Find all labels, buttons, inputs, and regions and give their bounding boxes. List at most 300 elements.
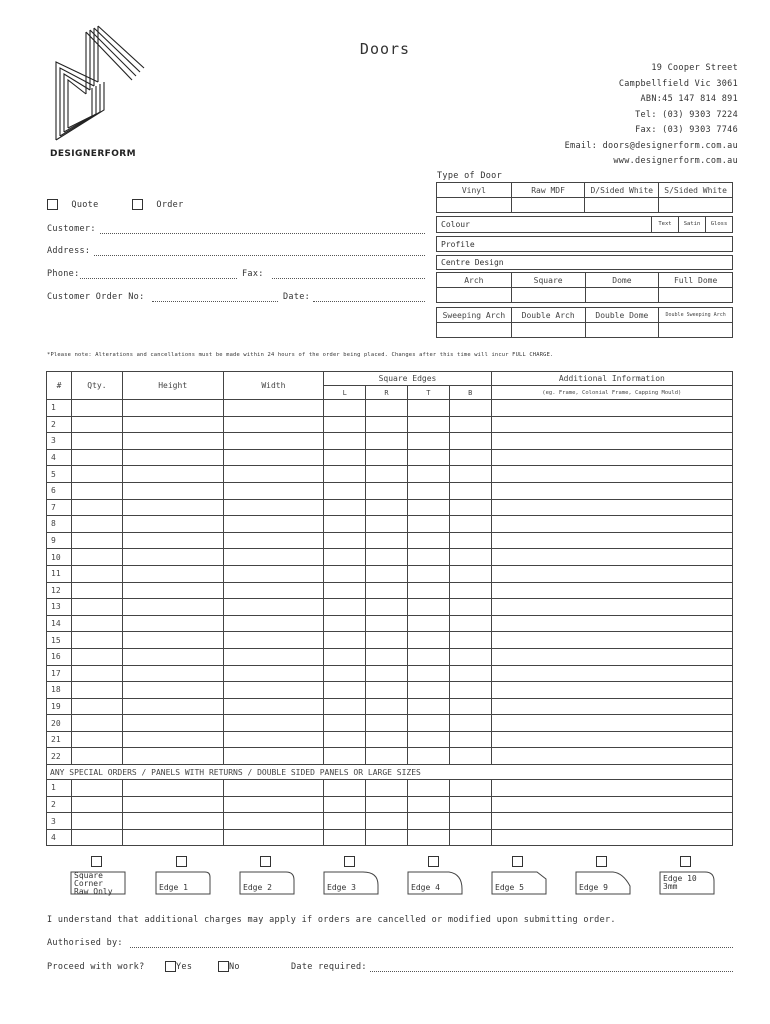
- table-row: [47, 532, 733, 549]
- door-type-d-sided-white[interactable]: D/Sided White: [585, 183, 659, 198]
- qty-cell[interactable]: [71, 780, 122, 797]
- edge-r-cell[interactable]: [366, 565, 408, 582]
- edge-checkbox[interactable]: [344, 856, 355, 867]
- edge-r-cell[interactable]: [366, 615, 408, 632]
- edge-l-cell[interactable]: [324, 632, 366, 649]
- height-cell[interactable]: [122, 682, 223, 699]
- row-number: 5: [47, 466, 72, 483]
- height-cell[interactable]: [122, 648, 223, 665]
- additional-info-cell[interactable]: [491, 599, 732, 616]
- design-cell[interactable]: [585, 288, 659, 303]
- design-cell[interactable]: [437, 323, 512, 338]
- edge-checkbox[interactable]: [512, 856, 523, 867]
- edge-l-cell[interactable]: [324, 813, 366, 830]
- quote-checkbox[interactable]: [47, 199, 58, 210]
- qty-cell[interactable]: [71, 400, 122, 417]
- edge-t-cell[interactable]: [407, 682, 449, 699]
- qty-cell[interactable]: [71, 698, 122, 715]
- width-cell[interactable]: [223, 466, 324, 483]
- col-qty-header: Qty.: [71, 372, 122, 400]
- qty-cell[interactable]: [71, 682, 122, 699]
- edge-t-cell[interactable]: [407, 582, 449, 599]
- height-cell[interactable]: [122, 796, 223, 813]
- order-checkbox[interactable]: [132, 199, 143, 210]
- height-cell[interactable]: [122, 599, 223, 616]
- height-cell[interactable]: [122, 482, 223, 499]
- fax-label: Fax:: [242, 269, 264, 279]
- width-cell[interactable]: [223, 796, 324, 813]
- edge-l-cell[interactable]: [324, 499, 366, 516]
- profile-field[interactable]: [436, 236, 733, 252]
- row-number: 13: [47, 599, 72, 616]
- design-cell[interactable]: [585, 323, 659, 338]
- proceed-yes-option[interactable]: [165, 961, 192, 972]
- height-cell[interactable]: [122, 780, 223, 797]
- qty-cell[interactable]: [71, 632, 122, 649]
- row-number: 4: [47, 449, 72, 466]
- finish-gloss[interactable]: Gloss: [705, 217, 732, 232]
- edge-t-cell[interactable]: [407, 780, 449, 797]
- edge-r-cell[interactable]: [366, 400, 408, 417]
- table-row: [47, 731, 733, 748]
- edge-t-cell[interactable]: [407, 549, 449, 566]
- width-cell[interactable]: [223, 632, 324, 649]
- width-cell[interactable]: [223, 516, 324, 533]
- door-type-vinyl[interactable]: Vinyl: [437, 183, 512, 198]
- row-number: 20: [47, 715, 72, 732]
- order-option[interactable]: [132, 199, 184, 210]
- qty-cell[interactable]: [71, 715, 122, 732]
- edge-l-cell[interactable]: [324, 829, 366, 846]
- additional-info-cell[interactable]: [491, 748, 732, 765]
- edge-l-cell[interactable]: [324, 731, 366, 748]
- additional-info-cell[interactable]: [491, 780, 732, 797]
- edge-b-cell[interactable]: [449, 499, 491, 516]
- width-cell[interactable]: [223, 449, 324, 466]
- height-cell[interactable]: [122, 516, 223, 533]
- address-street: 19 Cooper Street: [651, 63, 738, 73]
- door-type-cell[interactable]: [659, 198, 733, 213]
- edge-t-cell[interactable]: [407, 648, 449, 665]
- edge-r-cell[interactable]: [366, 748, 408, 765]
- quote-option[interactable]: [47, 199, 99, 210]
- edge-b-cell[interactable]: [449, 582, 491, 599]
- edge-r-cell[interactable]: [366, 416, 408, 433]
- additional-info-cell[interactable]: [491, 532, 732, 549]
- height-cell[interactable]: [122, 433, 223, 450]
- edge-t-cell[interactable]: [407, 796, 449, 813]
- design-arch[interactable]: Arch: [437, 273, 512, 288]
- qty-cell[interactable]: [71, 449, 122, 466]
- edge-r-cell[interactable]: [366, 549, 408, 566]
- edge-b-cell[interactable]: [449, 449, 491, 466]
- height-cell[interactable]: [122, 532, 223, 549]
- edge-l-cell[interactable]: [324, 516, 366, 533]
- no-label: No: [229, 962, 240, 972]
- width-cell[interactable]: [223, 565, 324, 582]
- edge-r-cell[interactable]: [366, 482, 408, 499]
- height-cell[interactable]: [122, 813, 223, 830]
- additional-info-cell[interactable]: [491, 416, 732, 433]
- height-cell[interactable]: [122, 449, 223, 466]
- qty-cell[interactable]: [71, 433, 122, 450]
- edge-b-cell[interactable]: [449, 682, 491, 699]
- edge-r-cell[interactable]: [366, 698, 408, 715]
- qty-cell[interactable]: [71, 813, 122, 830]
- table-row: [47, 665, 733, 682]
- width-cell[interactable]: [223, 599, 324, 616]
- yes-checkbox[interactable]: [165, 961, 176, 972]
- edge-r-cell[interactable]: [366, 796, 408, 813]
- height-cell[interactable]: [122, 731, 223, 748]
- edge-b-cell[interactable]: [449, 648, 491, 665]
- edge-checkbox[interactable]: [260, 856, 271, 867]
- additional-info-cell[interactable]: [491, 731, 732, 748]
- authorised-by-field[interactable]: [130, 947, 733, 948]
- row-number: 3: [47, 433, 72, 450]
- width-cell[interactable]: [223, 582, 324, 599]
- edge-b-cell[interactable]: [449, 516, 491, 533]
- edge-t-cell[interactable]: [407, 565, 449, 582]
- edge-r-cell[interactable]: [366, 813, 408, 830]
- edge-b-cell[interactable]: [449, 433, 491, 450]
- edge-b-cell[interactable]: [449, 400, 491, 417]
- edge-t-cell[interactable]: [407, 466, 449, 483]
- edge-l-cell[interactable]: [324, 482, 366, 499]
- table-row: [47, 813, 733, 830]
- edge-checkbox[interactable]: [596, 856, 607, 867]
- door-type-cell[interactable]: [585, 198, 659, 213]
- additional-info-cell[interactable]: [491, 466, 732, 483]
- edge-l-cell[interactable]: [324, 466, 366, 483]
- design-sweeping-arch[interactable]: Sweeping Arch: [437, 308, 512, 323]
- door-type-cell[interactable]: [437, 198, 512, 213]
- design-double-arch[interactable]: Double Arch: [511, 308, 585, 323]
- width-cell[interactable]: [223, 715, 324, 732]
- edge-l-cell[interactable]: [324, 648, 366, 665]
- additional-info-cell[interactable]: [491, 482, 732, 499]
- edge-t-cell[interactable]: [407, 698, 449, 715]
- additional-info-cell[interactable]: [491, 549, 732, 566]
- edge-checkbox[interactable]: [680, 856, 691, 867]
- table-row: [47, 715, 733, 732]
- edge-l-cell[interactable]: [324, 780, 366, 797]
- row-number: 2: [47, 416, 72, 433]
- edge-l-cell[interactable]: [324, 665, 366, 682]
- width-cell[interactable]: [223, 648, 324, 665]
- width-cell[interactable]: [223, 813, 324, 830]
- width-cell[interactable]: [223, 829, 324, 846]
- additional-info-cell[interactable]: [491, 665, 732, 682]
- edge-b-cell[interactable]: [449, 565, 491, 582]
- edge-l-cell[interactable]: [324, 615, 366, 632]
- fax-field[interactable]: [272, 278, 425, 279]
- table-row: [47, 516, 733, 533]
- edge-b-cell[interactable]: [449, 780, 491, 797]
- edge-label: Edge 2: [243, 883, 272, 892]
- qty-cell[interactable]: [71, 648, 122, 665]
- width-cell[interactable]: [223, 615, 324, 632]
- qty-cell[interactable]: [71, 796, 122, 813]
- height-cell[interactable]: [122, 698, 223, 715]
- qty-cell[interactable]: [71, 665, 122, 682]
- width-cell[interactable]: [223, 499, 324, 516]
- height-cell[interactable]: [122, 829, 223, 846]
- width-cell[interactable]: [223, 532, 324, 549]
- edge-b-cell[interactable]: [449, 748, 491, 765]
- additional-info-cell[interactable]: [491, 796, 732, 813]
- qty-cell[interactable]: [71, 516, 122, 533]
- proceed-no-option[interactable]: [218, 961, 240, 972]
- no-checkbox[interactable]: [218, 961, 229, 972]
- height-cell[interactable]: [122, 400, 223, 417]
- height-cell[interactable]: [122, 748, 223, 765]
- edge-l-cell[interactable]: [324, 715, 366, 732]
- edge-r-cell[interactable]: [366, 780, 408, 797]
- edge-l-cell[interactable]: [324, 582, 366, 599]
- edge-r-cell[interactable]: [366, 682, 408, 699]
- centre-design-label: Centre Design: [441, 258, 504, 267]
- edge-b-cell[interactable]: [449, 615, 491, 632]
- qty-cell[interactable]: [71, 748, 122, 765]
- edge-label: Edge 10 3mm: [663, 874, 697, 891]
- edge-b-cell[interactable]: [449, 482, 491, 499]
- edge-t-cell[interactable]: [407, 599, 449, 616]
- edge-r-cell[interactable]: [366, 499, 408, 516]
- height-cell[interactable]: [122, 715, 223, 732]
- qty-cell[interactable]: [71, 549, 122, 566]
- table-row: [47, 682, 733, 699]
- edge-t-cell[interactable]: [407, 416, 449, 433]
- qty-cell[interactable]: [71, 829, 122, 846]
- edge-t-cell[interactable]: [407, 532, 449, 549]
- additional-info-cell[interactable]: [491, 449, 732, 466]
- design-dome[interactable]: Dome: [585, 273, 659, 288]
- design-cell[interactable]: [659, 323, 733, 338]
- edge-b-cell[interactable]: [449, 466, 491, 483]
- edge-t-cell[interactable]: [407, 632, 449, 649]
- edge-b-cell[interactable]: [449, 715, 491, 732]
- colour-field[interactable]: [436, 216, 733, 233]
- edge-b-cell[interactable]: [449, 549, 491, 566]
- design-double-sweeping-arch[interactable]: Double Sweeping Arch: [659, 308, 733, 323]
- edge-l-cell[interactable]: [324, 599, 366, 616]
- additional-info-cell[interactable]: [491, 565, 732, 582]
- edge-t-cell[interactable]: [407, 731, 449, 748]
- edge-l-cell[interactable]: [324, 449, 366, 466]
- height-cell[interactable]: [122, 549, 223, 566]
- address-email: Email: doors@designerform.com.au: [564, 140, 738, 151]
- height-cell[interactable]: [122, 416, 223, 433]
- edge-r-cell[interactable]: [366, 731, 408, 748]
- width-cell[interactable]: [223, 433, 324, 450]
- edge-b-cell[interactable]: [449, 796, 491, 813]
- address-abn: ABN:45 147 814 891: [640, 94, 738, 104]
- finish-text[interactable]: Text: [651, 217, 678, 232]
- edge-checkbox[interactable]: [428, 856, 439, 867]
- special-order-rows: [47, 780, 733, 846]
- edge-l-cell[interactable]: [324, 433, 366, 450]
- height-cell[interactable]: [122, 632, 223, 649]
- door-type-s-sided-white[interactable]: S/Sided White: [659, 183, 733, 198]
- additional-info-cell[interactable]: [491, 715, 732, 732]
- design-cell[interactable]: [659, 288, 733, 303]
- height-cell[interactable]: [122, 565, 223, 582]
- qty-cell[interactable]: [71, 565, 122, 582]
- order-rows: [47, 400, 733, 765]
- edge-r-cell[interactable]: [366, 532, 408, 549]
- design-square[interactable]: Square: [511, 273, 585, 288]
- qty-cell[interactable]: [71, 466, 122, 483]
- additional-info-cell[interactable]: [491, 582, 732, 599]
- additional-info-cell[interactable]: [491, 433, 732, 450]
- edge-t-cell[interactable]: [407, 615, 449, 632]
- edge-b-cell[interactable]: [449, 632, 491, 649]
- edge-b-cell[interactable]: [449, 599, 491, 616]
- edge-l-cell[interactable]: [324, 400, 366, 417]
- width-cell[interactable]: [223, 416, 324, 433]
- additional-info-cell[interactable]: [491, 698, 732, 715]
- table-row: [47, 466, 733, 483]
- edge-b-cell[interactable]: [449, 665, 491, 682]
- edge-checkbox[interactable]: [176, 856, 187, 867]
- width-cell[interactable]: [223, 682, 324, 699]
- finish-satin[interactable]: Satin: [678, 217, 705, 232]
- qty-cell[interactable]: [71, 532, 122, 549]
- height-cell[interactable]: [122, 582, 223, 599]
- additional-info-cell[interactable]: [491, 813, 732, 830]
- edge-t-cell[interactable]: [407, 813, 449, 830]
- height-cell[interactable]: [122, 466, 223, 483]
- edge-t-cell[interactable]: [407, 665, 449, 682]
- additional-info-cell[interactable]: [491, 829, 732, 846]
- additional-info-cell[interactable]: [491, 516, 732, 533]
- centre-design-field[interactable]: [436, 255, 733, 270]
- customer-label: Customer:: [47, 224, 96, 234]
- edge-t-cell[interactable]: [407, 482, 449, 499]
- edge-t-cell[interactable]: [407, 516, 449, 533]
- colour-label: Colour: [441, 220, 470, 229]
- edge-l-cell[interactable]: [324, 416, 366, 433]
- height-cell[interactable]: [122, 665, 223, 682]
- order-label: Order: [156, 200, 184, 210]
- door-type-table: [436, 182, 733, 213]
- edge-l-cell[interactable]: [324, 565, 366, 582]
- edge-b-cell[interactable]: [449, 829, 491, 846]
- qty-cell[interactable]: [71, 499, 122, 516]
- edge-b-cell[interactable]: [449, 532, 491, 549]
- width-cell[interactable]: [223, 400, 324, 417]
- qty-cell[interactable]: [71, 416, 122, 433]
- edge-l-cell[interactable]: [324, 532, 366, 549]
- qty-cell[interactable]: [71, 582, 122, 599]
- edge-t-header: T: [407, 386, 449, 400]
- edge-l-cell[interactable]: [324, 748, 366, 765]
- table-row: [47, 416, 733, 433]
- design-double-dome[interactable]: Double Dome: [585, 308, 659, 323]
- edge-t-cell[interactable]: [407, 499, 449, 516]
- date-required-field[interactable]: [370, 971, 733, 972]
- edge-r-cell[interactable]: [366, 466, 408, 483]
- edge-r-cell[interactable]: [366, 648, 408, 665]
- table-row: [47, 648, 733, 665]
- date-field[interactable]: [313, 301, 425, 302]
- door-type-raw-mdf[interactable]: Raw MDF: [511, 183, 585, 198]
- additional-info-cell[interactable]: [491, 400, 732, 417]
- additional-info-cell[interactable]: [491, 682, 732, 699]
- edge-t-cell[interactable]: [407, 715, 449, 732]
- width-cell[interactable]: [223, 549, 324, 566]
- edge-t-cell[interactable]: [407, 748, 449, 765]
- edge-r-cell[interactable]: [366, 632, 408, 649]
- edge-l-cell[interactable]: [324, 698, 366, 715]
- qty-cell[interactable]: [71, 599, 122, 616]
- edge-b-cell[interactable]: [449, 698, 491, 715]
- additional-info-cell[interactable]: [491, 615, 732, 632]
- edge-l-cell[interactable]: [324, 549, 366, 566]
- type-of-door-label: Type of Door: [437, 171, 503, 181]
- design-cell[interactable]: [511, 323, 585, 338]
- qty-cell[interactable]: [71, 615, 122, 632]
- edge-r-cell[interactable]: [366, 599, 408, 616]
- width-cell[interactable]: [223, 731, 324, 748]
- width-cell[interactable]: [223, 665, 324, 682]
- additional-info-cell[interactable]: [491, 648, 732, 665]
- additional-info-cell[interactable]: [491, 632, 732, 649]
- phone-field[interactable]: [80, 278, 237, 279]
- design-cell[interactable]: [437, 288, 512, 303]
- row-number: 2: [47, 796, 72, 813]
- height-cell[interactable]: [122, 499, 223, 516]
- edge-t-cell[interactable]: [407, 433, 449, 450]
- customer-field[interactable]: [100, 233, 425, 234]
- customer-order-no-field[interactable]: [152, 301, 278, 302]
- height-cell[interactable]: [122, 615, 223, 632]
- edge-r-cell[interactable]: [366, 433, 408, 450]
- door-type-cell[interactable]: [511, 198, 585, 213]
- address-field[interactable]: [94, 255, 425, 256]
- edge-t-cell[interactable]: [407, 400, 449, 417]
- edge-r-cell[interactable]: [366, 449, 408, 466]
- qty-cell[interactable]: [71, 482, 122, 499]
- edge-t-cell[interactable]: [407, 829, 449, 846]
- page-title: Doors: [359, 40, 411, 58]
- row-number: 3: [47, 813, 72, 830]
- edge-r-cell[interactable]: [366, 582, 408, 599]
- edge-t-cell[interactable]: [407, 449, 449, 466]
- edge-r-cell[interactable]: [366, 665, 408, 682]
- edge-b-cell[interactable]: [449, 813, 491, 830]
- design-cell[interactable]: [511, 288, 585, 303]
- edge-l-cell[interactable]: [324, 796, 366, 813]
- edge-l-cell[interactable]: [324, 682, 366, 699]
- design-full-dome[interactable]: Full Dome: [659, 273, 733, 288]
- additional-info-cell[interactable]: [491, 499, 732, 516]
- table-row: [47, 748, 733, 765]
- width-cell[interactable]: [223, 780, 324, 797]
- width-cell[interactable]: [223, 698, 324, 715]
- qty-cell[interactable]: [71, 731, 122, 748]
- edge-r-cell[interactable]: [366, 516, 408, 533]
- width-cell[interactable]: [223, 482, 324, 499]
- edge-b-cell[interactable]: [449, 731, 491, 748]
- edge-r-cell[interactable]: [366, 829, 408, 846]
- edge-checkbox[interactable]: [91, 856, 102, 867]
- edge-r-cell[interactable]: [366, 715, 408, 732]
- edge-b-cell[interactable]: [449, 416, 491, 433]
- table-row: [47, 499, 733, 516]
- width-cell[interactable]: [223, 748, 324, 765]
